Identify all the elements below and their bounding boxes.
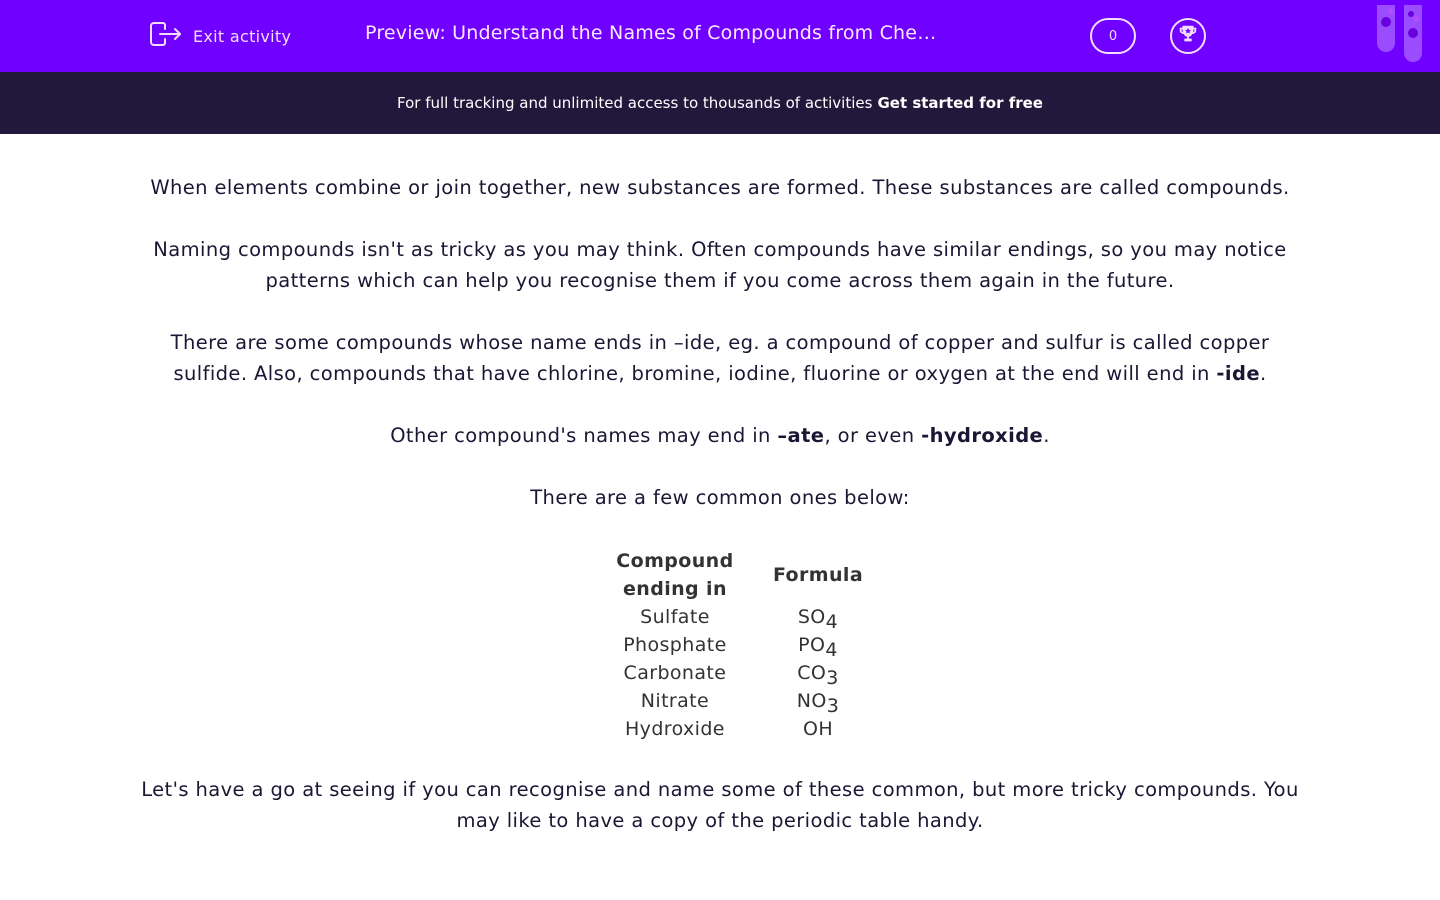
compound-name: Nitrate [640,690,710,712]
naming-paragraph: Naming compounds isn't as tricky as you may think. Often compounds have similar endings, so you may notice patterns which can help you recognise them if you come across them again in the future. [153,238,1287,292]
exit-activity-label: Exit activity [193,26,292,46]
table-row [577,631,863,659]
ate-paragraph [140,420,1300,451]
common-ones-paragraph: There are a few common ones below: [530,486,910,509]
try-it-paragraph: Let's have a go at seeing if you can recognise and name some of these common, but more tricky compounds. You may like to have a copy of the periodic table handy. [141,778,1299,832]
table-row [577,659,863,687]
ide-bold: -ide [1216,362,1260,385]
compound-name: Hydroxide [625,718,725,740]
get-started-link[interactable]: Get started for free [877,94,1043,112]
ate-text: Other compound's names may end in [390,424,778,447]
activity-title: Preview: Understand the Names of Compounds from Che… [365,22,937,44]
ate-period: . [1043,424,1050,447]
ate-bold: –ate [777,424,825,447]
hydroxide-bold: -hydroxide [921,424,1044,447]
trophy-icon [1177,23,1199,49]
top-bar [0,0,1440,72]
compound-formula: $NO_3$ [796,690,840,717]
ide-period: . [1259,362,1267,385]
lesson-content [140,172,1300,867]
intro-paragraph: When elements combine or join together, new substances are formed. These substances are called compounds. [150,176,1290,199]
compound-formula: OH [802,718,834,740]
promo-banner [0,72,1440,134]
compound-formula: $PO_4$ [798,634,838,661]
header-formula: Formula [772,564,864,586]
compound-name: Phosphate [623,634,727,656]
promo-text: For full tracking and unlimited access to thousands of activities [397,94,873,112]
exit-activity-button[interactable] [149,21,291,51]
ide-text: There are some compounds whose name ends in –ide, eg. a compound of copper and sulfur is called copper sulfide. Also, compounds that have chlorine, bromine, iodine, fluorine or oxygen at the end will end in [170,331,1270,385]
table-row [577,603,863,631]
test-tubes-icon [1376,5,1424,65]
table-row [577,687,863,715]
compound-formula: $SO_4$ [797,606,839,633]
compound-name: Carbonate [623,662,727,684]
score-value: 0 [1108,28,1118,44]
compounds-table [577,547,863,743]
compound-formula: $CO_3$ [797,662,839,689]
compound-name: Sulfate [640,606,710,628]
table-row [577,715,863,743]
ide-paragraph [140,327,1300,389]
header-compound-ending: Compound ending in [616,550,734,600]
score-counter [1090,18,1136,54]
ate-mid: , or even [824,424,922,447]
exit-arrow-icon [149,20,183,52]
table-header-row [577,547,863,603]
trophy-button[interactable] [1170,18,1206,54]
